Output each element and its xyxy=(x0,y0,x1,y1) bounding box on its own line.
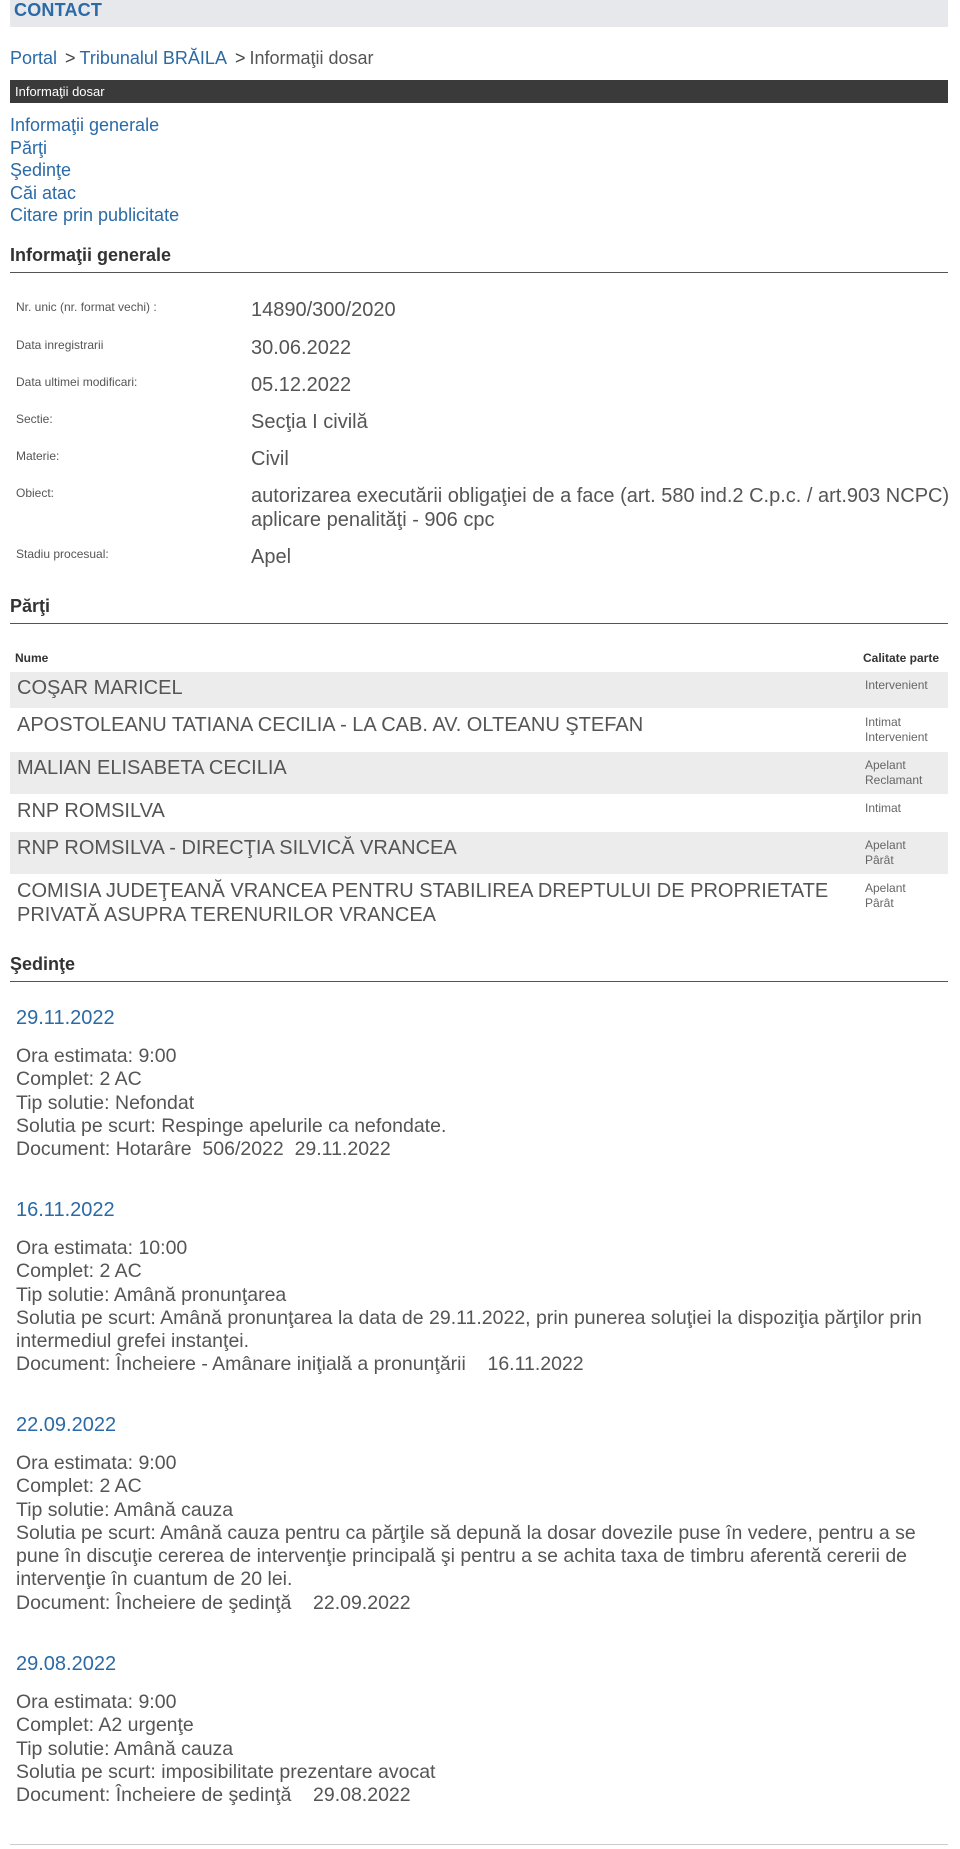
breadcrumb-current: Informaţii dosar xyxy=(249,48,374,68)
sedinta-complet: Complet: A2 urgenţe xyxy=(16,1714,194,1737)
sedinta-block xyxy=(16,1006,946,1161)
sedinta-document: Document: Încheiere de şedinţă 22.09.2022 xyxy=(16,1591,411,1614)
party-role-text: Intimat Intervenient xyxy=(865,715,928,744)
nav-link-sedinte[interactable]: Şedinţe xyxy=(10,160,72,180)
sedinta-tip-solutie: Tip solutie: Amână cauza xyxy=(16,1498,234,1521)
party-row xyxy=(10,875,948,931)
sedinta-complet: Complet: 2 AC xyxy=(16,1068,142,1091)
party-role-text: Apelant Pârât xyxy=(865,881,906,910)
breadcrumb-court[interactable]: Tribunalul BRĂILA xyxy=(79,48,227,68)
sedinta-date: 29.08.2022 xyxy=(16,1653,117,1675)
nav-link-cai-atac[interactable]: Căi atac xyxy=(10,182,77,203)
sedinta-ora: Ora estimata: 9:00 xyxy=(16,1452,177,1474)
party-role xyxy=(865,838,906,867)
info-label: Sectie: xyxy=(16,412,53,426)
party-row xyxy=(10,672,948,708)
nav-link-parti[interactable]: Părţi xyxy=(10,137,48,158)
sedinta-solutie: Solutia pe scurt: Amână cauza pentru ca părţile să depună la dosar dovezile puse în vedere, pentru a se pune în discuţie cererea de intervenţie principală şi pentru a se achita taxa de timbru aferentă cererii de intervenţie în cuantum de 20 lei. xyxy=(16,1521,922,1591)
sedinta-tip-solutie: Tip solutie: Amână pronunţarea xyxy=(16,1283,287,1306)
sedinta-date: 22.09.2022 xyxy=(16,1414,117,1436)
sedinta-block xyxy=(16,1652,946,1807)
info-label: Stadiu procesual: xyxy=(16,547,109,561)
info-label: Data ultimei modificari: xyxy=(16,375,138,389)
breadcrumb-separator: > xyxy=(65,48,76,68)
party-role xyxy=(865,678,928,693)
party-role-text: Intimat xyxy=(865,801,902,815)
party-name: COŞAR MARICEL xyxy=(17,677,183,699)
sedinta-details xyxy=(16,1045,946,1161)
party-role-text: Apelant Reclamant xyxy=(865,758,923,787)
party-name: APOSTOLEANU TATIANA CECILIA - LA CAB. AV. OLTEANU ŞTEFAN xyxy=(17,714,644,736)
page-title-bar xyxy=(10,80,948,103)
party-role-text: Intervenient xyxy=(865,678,928,692)
party-name: MALIAN ELISABETA CECILIA xyxy=(17,757,287,779)
parti-col-role-header: Calitate parte xyxy=(863,651,940,665)
sedinta-ora: Ora estimata: 9:00 xyxy=(16,1691,177,1713)
party-role xyxy=(865,801,901,816)
party-role xyxy=(865,881,906,910)
sedinta-ora: Ora estimata: 9:00 xyxy=(16,1045,177,1067)
info-value: Civil xyxy=(251,448,289,470)
sedinta-details xyxy=(16,1452,946,1615)
info-value: autorizarea executării obligaţiei de a face (art. 580 ind.2 C.p.c. / art.903 NCPC) aplicare penalităţi - 906 cpc xyxy=(251,485,950,531)
info-label: Data inregistrarii xyxy=(16,338,104,352)
contact-bar xyxy=(10,0,948,27)
breadcrumb xyxy=(10,48,374,69)
sedinta-block xyxy=(16,1413,946,1615)
sedinta-date: 16.11.2022 xyxy=(16,1199,115,1221)
sedinta-solutie: Solutia pe scurt: Respinge apelurile ca nefondate. xyxy=(16,1114,447,1137)
party-role-text: Apelant Pârât xyxy=(865,838,906,867)
nav-link-citare-publicitate[interactable]: Citare prin publicitate xyxy=(10,205,180,225)
info-value: 30.06.2022 xyxy=(251,337,352,359)
info-value: 05.12.2022 xyxy=(251,374,352,396)
breadcrumb-portal[interactable]: Portal xyxy=(10,48,58,68)
party-name: RNP ROMSILVA - DIRECŢIA SILVICĂ VRANCEA xyxy=(17,837,457,859)
sedinta-block xyxy=(16,1198,946,1377)
nav-link-informatii-generale[interactable]: Informaţii generale xyxy=(10,115,160,135)
sedinta-solutie: Solutia pe scurt: imposibilitate prezentare avocat xyxy=(16,1760,436,1783)
breadcrumb-separator: > xyxy=(234,48,246,68)
sedinta-tip-solutie: Tip solutie: Amână cauza xyxy=(16,1737,234,1760)
party-role xyxy=(865,758,922,787)
section-title-sedinte: Şedinţe xyxy=(10,954,948,982)
sedinta-solutie: Solutia pe scurt: Amână pronunţarea la data de 29.11.2022, prin punerea soluţiei la dispoziţia părţilor prin intermediul grefei instanţei. xyxy=(16,1306,928,1353)
party-row xyxy=(10,832,948,874)
party-role xyxy=(865,715,928,744)
info-label: Nr. unic (nr. format vechi) : xyxy=(16,300,157,314)
contact-link[interactable]: CONTACT xyxy=(14,0,103,20)
sedinta-document: Document: Hotarâre 506/2022 29.11.2022 xyxy=(16,1138,391,1161)
info-label: Materie: xyxy=(16,449,60,463)
party-name: RNP ROMSILVA xyxy=(17,800,165,822)
info-value: Apel xyxy=(251,546,292,568)
party-row xyxy=(10,709,948,751)
info-label: Obiect: xyxy=(16,486,55,500)
info-value: 14890/300/2020 xyxy=(251,299,396,321)
party-row xyxy=(10,752,948,794)
sedinta-details xyxy=(16,1691,946,1807)
sedinta-ora: Ora estimata: 10:00 xyxy=(16,1237,188,1259)
page-title: Informaţii dosar xyxy=(15,84,105,99)
party-name: COMISIA JUDEŢEANĂ VRANCEA PENTRU STABILIREA DREPTULUI DE PROPRIETATE PRIVATĂ ASUPRA TERENURILOR VRANCEA xyxy=(17,880,829,926)
sedinta-document: Document: Încheiere de şedinţă 29.08.2022 xyxy=(16,1784,411,1807)
party-row xyxy=(10,795,948,831)
sedinta-details xyxy=(16,1237,946,1377)
section-nav xyxy=(10,114,179,227)
sedinta-complet: Complet: 2 AC xyxy=(16,1260,142,1283)
parti-col-name-header: Nume xyxy=(15,651,49,665)
sedinta-complet: Complet: 2 AC xyxy=(16,1475,142,1498)
info-value: Secţia I civilă xyxy=(251,411,368,433)
sedinta-tip-solutie: Tip solutie: Nefondat xyxy=(16,1091,195,1114)
sedinta-document: Document: Încheiere - Amânare iniţială a pronunţării 16.11.2022 xyxy=(16,1353,584,1376)
section-title-parti: Părţi xyxy=(10,596,948,624)
bottom-divider xyxy=(10,1844,948,1845)
section-title-general: Informaţii generale xyxy=(10,245,948,273)
sedinta-date: 29.11.2022 xyxy=(16,1007,115,1029)
